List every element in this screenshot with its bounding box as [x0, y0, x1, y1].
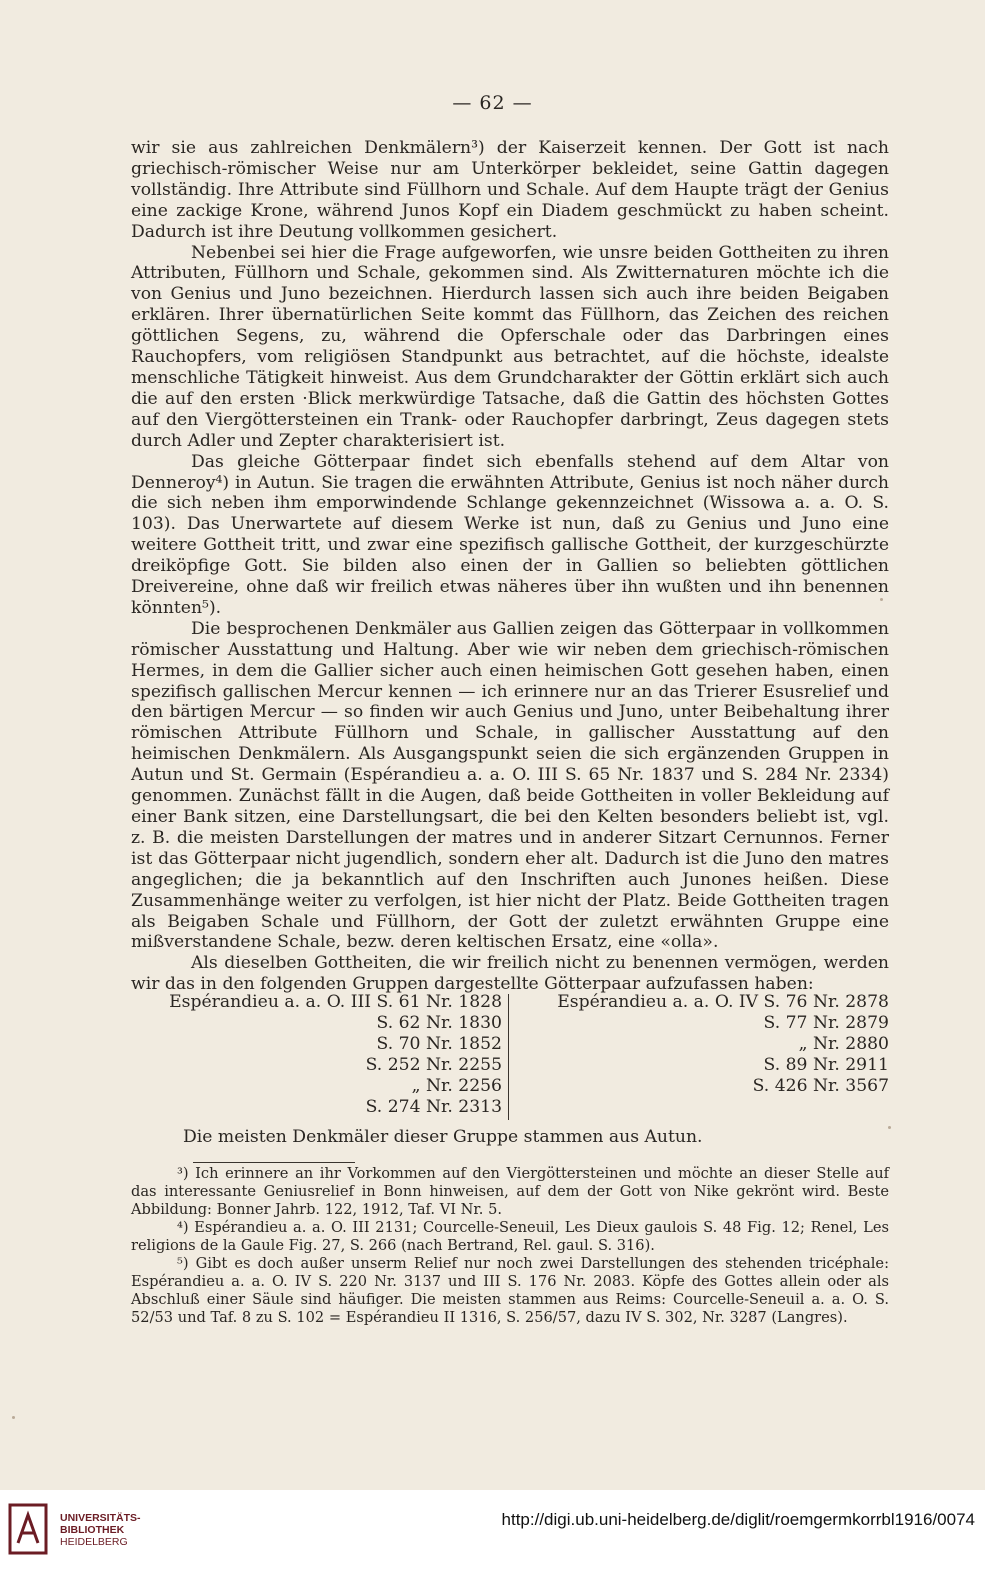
library-name: [60, 1512, 141, 1548]
table-row: S. 77 Nr. 2879: [763, 1012, 889, 1033]
table-row: S. 70 Nr. 1852: [376, 1033, 502, 1054]
table-left-column: [131, 992, 502, 1117]
table-divider: [508, 994, 509, 1120]
paper-speck: [888, 1126, 891, 1129]
footnote-3: ³) Ich erinnere an ihr Vorkommen auf den Viergöttersteinen und möchte an dieser Stelle auf das interessante Geniusrelief in Bonn hinweisen, auf dem der Gott von Nike gekrönt wird. Beste Abbildung: Bonner Jahrb. 122, 1912, Taf. VI Nr. 5.: [131, 1165, 889, 1218]
page-number: — 62 —: [452, 92, 533, 114]
library-line-3: HEIDELBERG: [60, 1536, 128, 1548]
paragraph-2: Nebenbei sei hier die Frage aufgeworfen, wie unsre beiden Gottheiten zu ihren Attributen, Füllhorn und Schale, gekommen sind. Als Zwitternaturen möchte ich die von Genius und Juno bezeichnen. Hierdurch lassen sich auch ihre beiden Beigaben erklären. Ihrer übernatürlichen Seite kommt das Füllhorn, das Zeichen des reichen göttlichen Segens, zu, während die Opferschale oder das Darbringen eines Rauchopfers, vom religiösen Standpunkt aus betrachtet, auf die höchste, idealste menschliche Tätigkeit hinweist. Aus dem Grundcharakter der Göttin erklärt sich auch die auf den ersten ·Blick merkwürdige Tatsache, daß die Gattin des höchsten Gottes auf den Viergöttersteinen ein Trank- oder Rauchopfer darbringt, Zeus dagegen stets durch Adler und Zepter charakterisiert ist.: [131, 242, 889, 451]
paragraph-4: Die besprochenen Denkmäler aus Gallien zeigen das Götterpaar in vollkommen römischer Ausstattung und Haltung. Aber wie wir neben dem griechisch-römischen Hermes, in dem die Gallier sicher auch einen heimischen Gott gesehen haben, einen spezifisch gallischen Mercur kennen — ich erinnere nur an das Trierer Esusrelief und den bärtigen Mercur — so finden wir auch Genius und Juno, unter Beibehaltung ihrer römischen Attribute Füllhorn und Schale, in gallischer Ausstattung auf den heimischen Denkmälern. Als Ausgangspunkt seien die sich ergänzenden Gruppen in Autun und St. Germain (Espérandieu a. a. O. III S. 65 Nr. 1837 und S. 284 Nr. 2334) genommen. Zunächst fällt in die Augen, daß beide Gottheiten in voller Bekleidung auf einer Bank sitzen, eine Darstellungsart, die bei den Kelten besonders beliebt ist, vgl. z. B. die meisten Darstellungen der matres und in anderer Sitzart Cernunnos. Ferner ist das Götterpaar nicht jugendlich, sondern eher alt. Dadurch ist die Juno den matres angeglichen; die ja bekanntlich auf den Inschriften auch Junones heißen. Diese Zusammenhänge weiter zu verfolgen, ist hier nicht der Platz. Beide Gottheiten tragen als Beigaben Schale und Füllhorn, der Gott der zuletzt erwähnten Gruppe eine mißverstandene Schale, bezw. deren keltischen Ersatz, eine «olla».: [131, 618, 889, 953]
paragraph-3: Das gleiche Götterpaar findet sich ebenfalls stehend auf dem Altar von Denneroy⁴) in Autun. Sie tragen die erwähnten Attribute, Genius ist noch näher durch die sich neben ihm emporwindende Schlange gekennzeichnet (Wissowa a. a. O. S. 103). Das Unerwartete auf diesem Werke ist nun, daß zu Genius und Juno eine weitere Gottheit tritt, und zwar eine spezifisch gallische Gottheit, der kurzgeschürzte dreiköpfige Gott. Sie bilden also einen der in Gallien so beliebten göttlichen Dreivereine, ohne daß wir freilich etwas näheres über ihn wußten und ihn benennen könnten⁵).: [131, 451, 889, 618]
table-row: „ Nr. 2256: [411, 1075, 502, 1096]
library-line-1: UNIVERSITÄTS-: [60, 1512, 141, 1524]
table-row: S. 252 Nr. 2255: [365, 1054, 502, 1075]
table-row: „ Nr. 2880: [798, 1033, 889, 1054]
paper-speck: [12, 1416, 15, 1419]
table-row: S. 89 Nr. 2911: [763, 1054, 889, 1075]
table-row: S. 274 Nr. 2313: [365, 1096, 502, 1117]
table-row: Espérandieu a. a. O. III S. 61 Nr. 1828: [169, 992, 502, 1012]
table-row: S. 426 Nr. 3567: [752, 1075, 889, 1096]
footnote-rule: [193, 1162, 355, 1163]
footnote-5: ⁵) Gibt es doch außer unserm Relief nur noch zwei Darstellungen des stehenden tricéphale: Espérandieu a. a. O. IV S. 220 Nr. 3137 und III S. 176 Nr. 2083. Köpfe des Gottes allein oder als Abschluß einer Säule sind häufiger. Die meisten stammen aus Reims: Courcelle-Seneuil a. a. O. S. 52/53 und Taf. 8 zu S. 102 = Espérandieu II 1316, S. 256/57, dazu IV S. 302, Nr. 3287 (Langres).: [131, 1255, 889, 1326]
paragraph-1: wir sie aus zahlreichen Denkmälern³) der Kaiserzeit kennen. Der Gott ist nach griechisch-römischer Weise nur am Unterkörper bekleidet, seine Gattin dagegen vollständig. Ihre Attribute sind Füllhorn und Schale. Auf dem Haupte trägt der Genius eine zackige Krone, während Junos Kopf ein Diadem geschmückt zu haben scheint. Dadurch ist ihre Deutung vollkommen gesichert.: [131, 138, 889, 242]
closing-line: Die meisten Denkmäler dieser Gruppe stammen aus Autun.: [183, 1127, 703, 1147]
viewer-footer: [0, 1490, 995, 1578]
table-row: S. 62 Nr. 1830: [376, 1012, 502, 1033]
paper-speck: [880, 598, 883, 601]
source-url[interactable]: http://digi.ub.uni-heidelberg.de/diglit/roemgermkorrbl1916/0074: [501, 1510, 975, 1529]
table-right-column: [514, 992, 889, 1097]
library-logo-icon: [8, 1503, 48, 1555]
paragraph-5: Als dieselben Gottheiten, die wir freilich nicht zu benennen vermögen, werden wir das in den folgenden Gruppen dargestellte Götterpaar aufzufassen haben:: [131, 953, 889, 995]
footnotes: [131, 1165, 889, 1327]
table-row: Espérandieu a. a. O. IV S. 76 Nr. 2878: [557, 992, 889, 1012]
main-text: [131, 138, 889, 995]
library-line-2: BIBLIOTHEK: [60, 1524, 125, 1536]
footnote-4: ⁴) Espérandieu a. a. O. III 2131; Courcelle-Seneuil, Les Dieux gaulois S. 48 Fig. 12; Renel, Les religions de la Gaule Fig. 27, S. 266 (nach Bertrand, Rel. gaul. S. 316).: [131, 1219, 889, 1254]
